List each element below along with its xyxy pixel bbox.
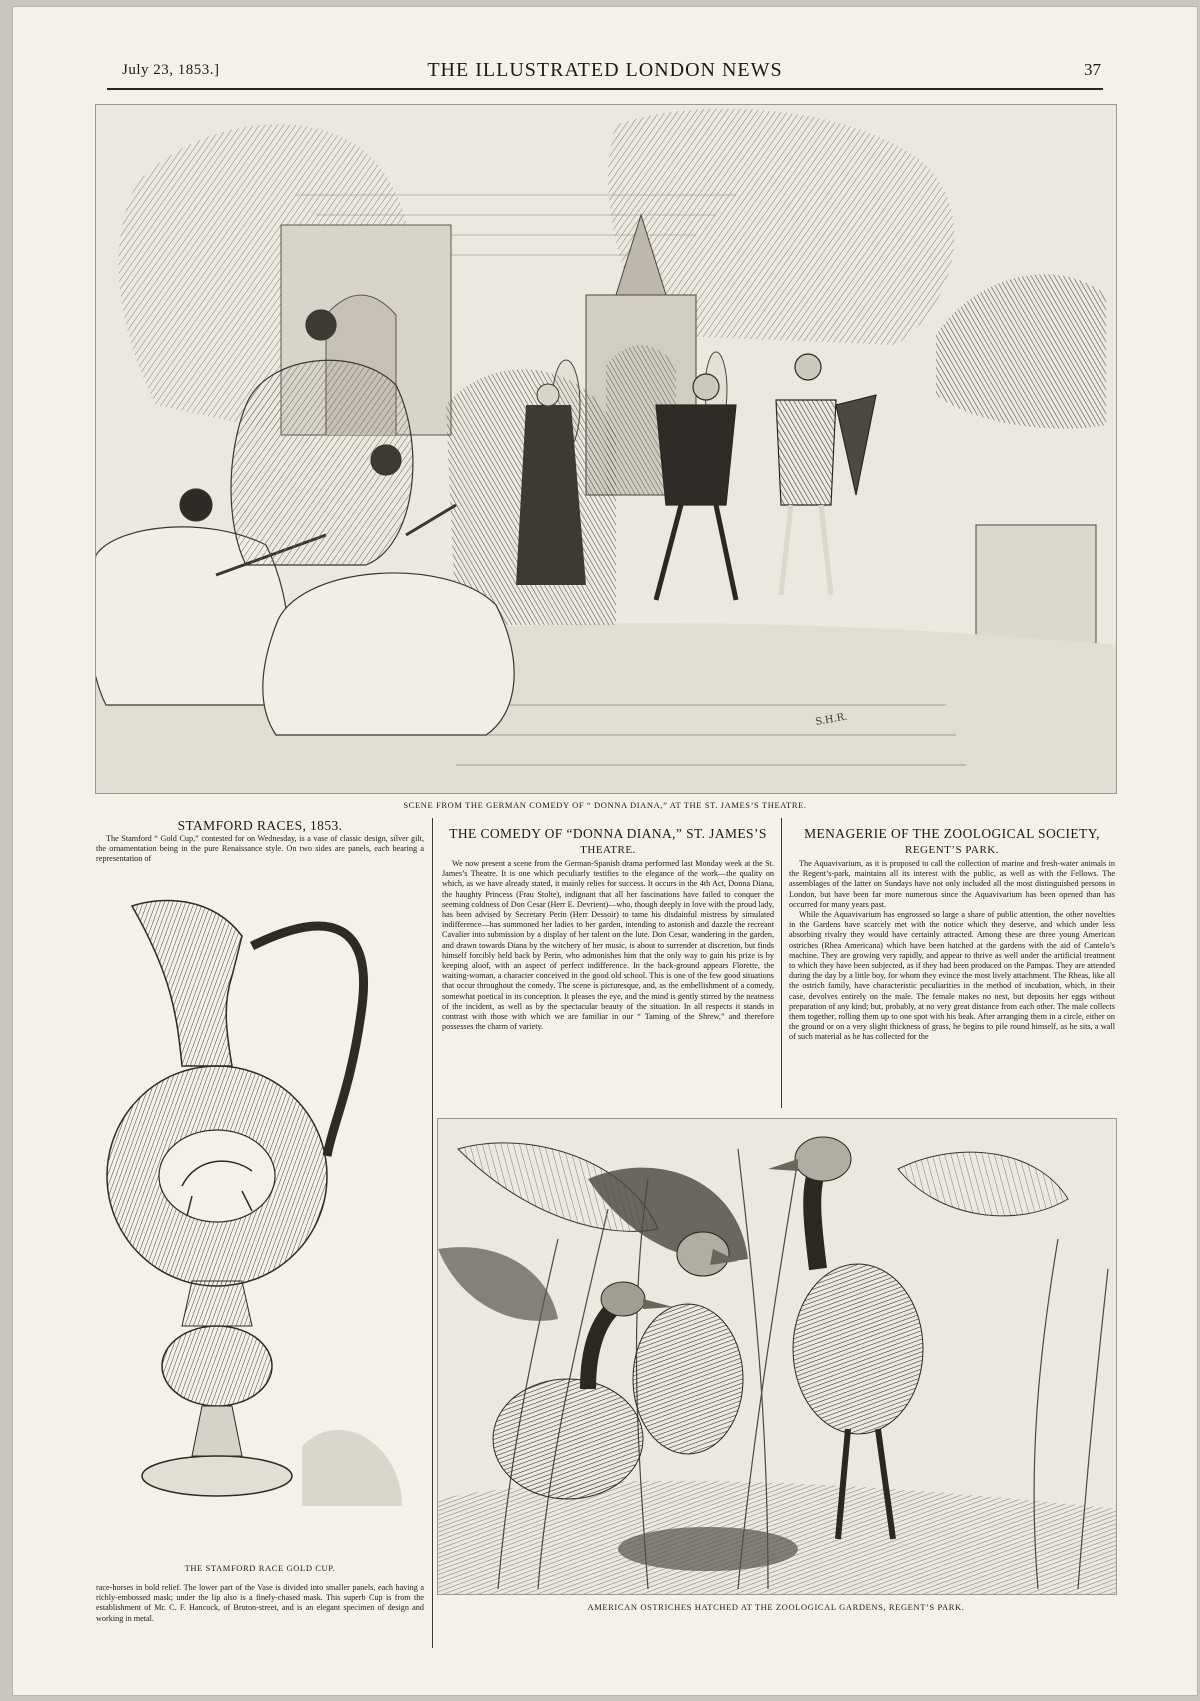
stamford-continuation — [96, 1583, 424, 1624]
column-rule-right — [781, 818, 782, 1108]
newspaper-page — [12, 6, 1198, 1696]
menagerie-paragraph-2: While the Aquavivarium has engrossed so large a share of public attention, the other novelties in the Gardens have scarcely met with the notice which they deserve, and which under less absorbing rivalry they would have certainly attracted. Among these are three young American ostriches (Rhea Americana) which have been hatched at the gardens with the aid of Cantelo’s machine. They are growing very rapidly, and appear to thrive as well under the artificial treatment to which they have been subjected, as if they had been produced on the Pampas. They are attended during the day by a little boy, for whom they evince the most lively attachment. The Rheas, like all the ostrich family, have characteristic peculiarities in the method of incubation, which, in their case, devolves entirely on the male. The female makes no nest, but deposits her eggs without preparation of any kind; but, probably, at no very great distance from each other. The male collects them together, rolling them up to one spot with his beak. After arranging them in a circle, either on the ground or on a very slight thickness of grass, he begins to pile round himself, as he sits, a wall of such material as he has collected for the — [789, 910, 1115, 1042]
gold-cup-engraving — [102, 886, 420, 1518]
gold-cup-illustration — [102, 886, 420, 1518]
column-rule-left — [432, 818, 433, 1648]
ostriches-caption: AMERICAN OSTRICHES HATCHED AT THE ZOOLOGICAL GARDENS, REGENT’S PARK. — [587, 1602, 965, 1612]
stamford-paragraph-1: The Stamford “ Gold Cup,” contested for on Wednesday, is a vase of classic design, silver gilt, the ornamentation being in the pure Renaissance style. On two sides are panels, each bearing a representation of — [96, 834, 424, 864]
gold-cup-caption: THE STAMFORD RACE GOLD CUP. — [184, 1563, 336, 1573]
ostriches-engraving — [438, 1119, 1116, 1594]
theatre-scene-engraving — [96, 105, 1116, 793]
menagerie-subheading: REGENT’S PARK. — [905, 844, 999, 856]
stamford-heading: STAMFORD RACES, 1853. — [177, 818, 343, 833]
ostriches-illustration — [437, 1118, 1117, 1595]
masthead-title: THE ILLUSTRATED LONDON NEWS — [427, 59, 783, 81]
comedy-subheading: THEATRE. — [580, 844, 636, 856]
theatre-scene-illustration — [95, 104, 1117, 794]
stamford-races-article — [96, 818, 424, 865]
page-header — [107, 56, 1103, 90]
stamford-paragraph-2: race-horses in bold relief. The lower part of the Vase is divided into smaller panels, each having a richly-embossed mask; under the lip also is a finely-chased mask. This superb Cup is from the establishment of Mr. C. F. Hancock, of Bruton-street, and is an elegant specimen of design and working in metal. — [96, 1583, 424, 1623]
svg-text:S.H.R.: S.H.R. — [814, 711, 849, 728]
menagerie-article — [789, 826, 1115, 1043]
menagerie-heading: MENAGERIE OF THE ZOOLOGICAL SOCIETY, — [804, 826, 1100, 841]
issue-date: July 23, 1853.] — [122, 62, 220, 78]
comedy-heading: THE COMEDY OF “DONNA DIANA,” ST. JAMES’S — [449, 826, 767, 841]
comedy-paragraph: We now present a scene from the German-Spanish drama performed last Monday week at the St. James’s Theatre. It is one which peculiarly testifies to the elegance of the work—the quality on which, as we have already stated, it mainly relies for success. It occurs in the 4th Act, Donna Diana, the haughty Princess (Frau Stolte), indignant that all her fascinations have failed to conquer the seeming coldness of Don Cesar (Herr E. Devrient)—who, though deeply in love with the proud lady, has been advised by Secretary Perin (Herr Dessoir) to tame his disdainful mistress by simulated indifference—has summoned her ladies to her garden, intending to astonish and dazzle the recreant Cavalier into submission by a display of her talent on the lute. Don Cesar, wandering in the garden, and drawn towards Diana by the witchery of her music, is about to surrender at discretion, but finds himself forcibly held back by Perin, who admonishes him that the only way to gain his prize is by keeping aloof, with an aspect of perfect indifference. In the back-ground appears Florette, the waiting-woman, a character conceived in the good old school. This is one of the few good situations that occur throughout the comedy. The scene is picturesque, and, as the embellishment of a comedy, somewhat poetical in its conception. It pleases the eye, and the mind is gently stirred by the neatness of the incident, as well as by the spectacular beauty of the situation. In all respects it stands in contrast with those with which we are familiar in our “ Taming of the Shrew,” and therefore possesses the charm of variety. — [442, 859, 774, 1032]
theatre-scene-caption: SCENE FROM THE GERMAN COMEDY OF “ DONNA DIANA,” AT THE ST. JAMES’S THEATRE. — [403, 800, 807, 810]
menagerie-paragraph-1: The Aquavivarium, as it is proposed to call the collection of marine and fresh-water animals in the Regent’s-park, maintains all its interest with the public, as well as with the Fellows. The assemblages of the latter on Sundays have not only included all the most distinguished persons in London, but have been far more numerous since the Aquavivarium has been opened than has occurred for many years past. — [789, 859, 1115, 909]
donna-diana-article — [442, 826, 774, 1032]
page-number: 37 — [1084, 60, 1101, 79]
